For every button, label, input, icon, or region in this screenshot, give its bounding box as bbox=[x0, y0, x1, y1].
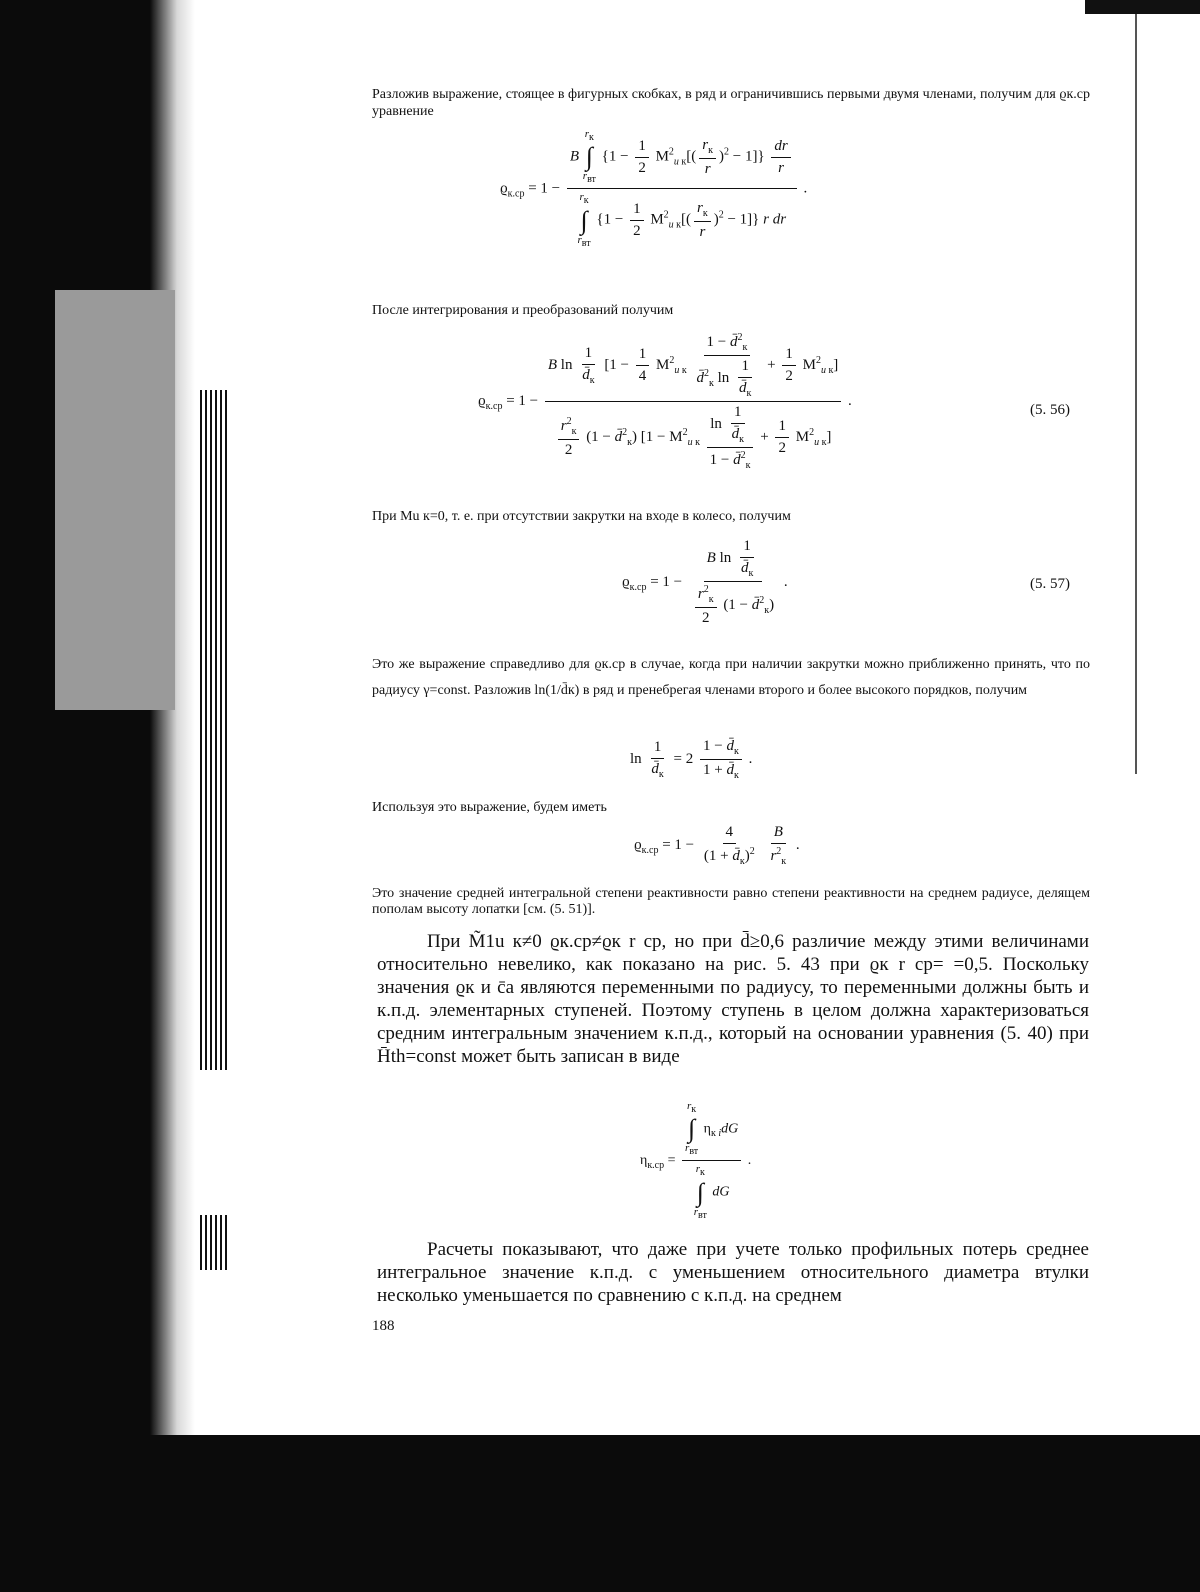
equation-5-57: $ϱ_{к.ср} = 1$ − B ln $\frac{1}{d̄_к}$ $\frac{r^2_к}{2}$ (1 − d̄$^2_к$) . bbox=[622, 538, 788, 626]
large-paragraph-1: При M̃1u к≠0 ϱк.ср≠ϱк r ср, но при d̄≥0,6 различие между этими величинами относительно невелико, как показано на рис. 5. 43 при ϱк r ср= =0,5. Поскольку значения ϱк и c̄a являются переменными по радиусу, то переменными должны быть и к.п.д. элементарных ступеней. Поэтому ступень в целом должна характеризоваться средним интегральным значением к.п.д., который на основании уравнения (5. 40) при H̄th=const может быть записан в виде bbox=[377, 931, 1089, 1067]
same-expression-paragraph: Это же выражение справедливо для ϱк.ср в случае, когда при наличии закрутки можно приближенно принять, что по радиусу γ=const. Разложив ln(1/d̄к) в ряд и пренебрегая членами второго и более высокого порядков, получим bbox=[372, 657, 1090, 698]
intro-paragraph: Разложив выражение, стоящее в фигурных скобках, в ряд и ограничившись первыми двумя членами, получим для ϱк.ср уравнение bbox=[372, 87, 1090, 119]
equation-rho-mean-simplified: $ϱ_{к.ср} = 1$ − $\frac{4}{(1 + d̄_к)^2}$ $\frac{B}{r^2_к}$ . bbox=[634, 824, 800, 867]
equation-number-5-57: (5. 57) bbox=[1030, 576, 1070, 592]
after-integration-label: После интегрирования и преобразований получим bbox=[372, 303, 674, 318]
large-paragraph-2: Расчеты показывают, что даже при учете только профильных потерь среднее интегральное значение к.п.д. с уменьшением относительного диаметра втулки несколько уменьшается по сравнению с к.п.д. на среднем bbox=[377, 1239, 1089, 1306]
equation-rho-integral: $ϱ_{к.ср} = 1$ − B $r_к$ ∫ $r_{вт}$ {1 − $\frac{1}{2}$ $M^2_{u к}$[( $\frac{r_к}{r}$ )$^2$ − 1]} $\frac{dr}{r}$ $r_к$ ∫ $r_{вт}$ {1 − $\frac{1}{2}$ $M^2_{u к}$[( $\frac{r_к}{r}$ )$^2$ − 1]} r dr . bbox=[500, 128, 808, 249]
zero-swirl-paragraph: При Mu к=0, т. е. при отсутствии закрутки на входе в колесо, получим bbox=[372, 509, 791, 524]
value-paragraph: Это значение средней интегральной степени реактивности равно степени реактивности на среднем радиусе, делящем пополам высоту лопатки [см. (5. 51)]. bbox=[372, 886, 1090, 917]
equation-number-5-56: (5. 56) bbox=[1030, 402, 1070, 418]
equation-ln-expansion: ln $\frac{1}{d̄_к}$ = 2 $\frac{1 - d̄_к}{1 + d̄_к}$ . bbox=[630, 738, 753, 781]
page-number: 188 bbox=[372, 1318, 395, 1334]
equation-efficiency-mean: $\eta_{к.ср}$ = $r_к$ ∫ $r_{вт}$ $\eta_{к i}dG$ $r_к$ ∫ $r_{вт}$ dG . bbox=[640, 1100, 752, 1221]
using-expression-label: Используя это выражение, будем иметь bbox=[372, 800, 607, 815]
equation-5-56: $ϱ_{к.ср} = 1$ − B ln $\frac{1}{d̄_к}$ [1 − $\frac{1}{4}$ $M^2_{u к}$ 1 − d̄$^2_к$ d̄$^2_к$ ln $\frac{1}{d̄_к}$ + $\frac{1}{2}$ $M^2_{u к}$] $\frac{r^2_к}{2}$ (1 − d̄$^2_к$) [$1 - M^2_{u к}$ ln $\frac{1}{d̄_к}$ 1 − d̄$^2_к$ + $\frac{1}{2}$ $M^2_{u к}$] . bbox=[478, 332, 852, 471]
